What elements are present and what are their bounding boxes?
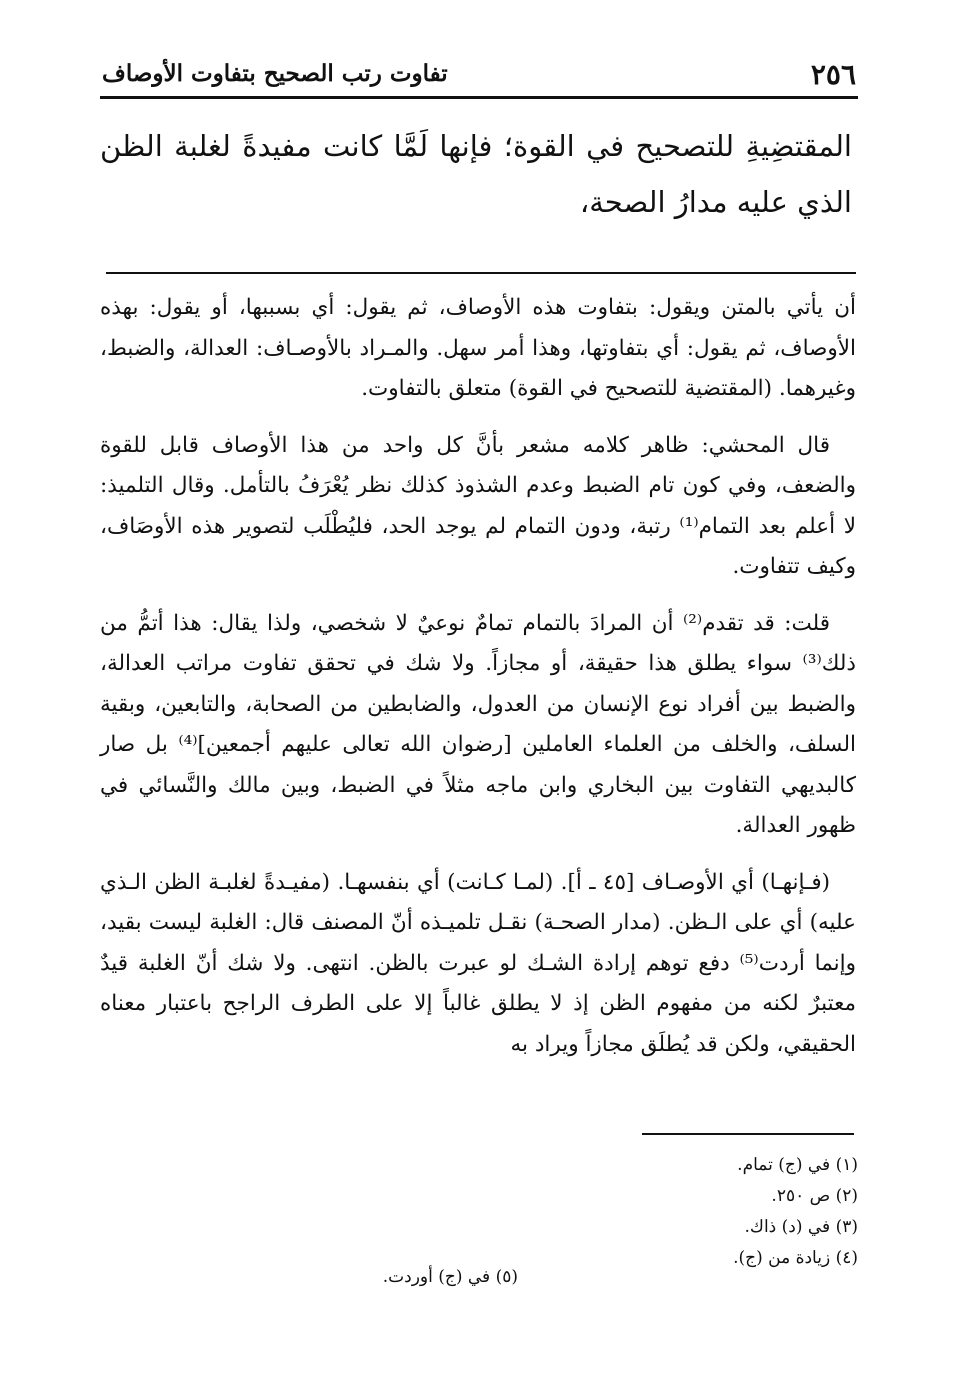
page-number: ٢٥٦ [810,58,856,91]
running-title: تفاوت رتب الصحيح بتفاوت الأوصاف [102,60,448,87]
footnote: (٥) في (ج) أوردت. [382,1267,518,1287]
footnote: (٢) ص ٢٥٠. [771,1186,858,1206]
commentary-paragraph: قلت: قد تقدم⁽²⁾ أن المرادَ بالتمام تمامٌ نوعيٌ لا شخصي، ولذا يقال: هذا أتمُّ من ذلك⁽³⁾ سواء يطلق هذا حقيقة، أو مجازاً. ولا شك في تحقق تفاوت مراتب العدالة، والضبط بين أفراد نوع الإنسان من العدول، والضابطين من الصحابة، والتابعين، وبقية السلف، والخلف من العلماء العاملين [رضوان الله تعالى عليهم أجمعين]⁽⁴⁾ بل صار كالبديهي التفاوت بين البخاري وابن ماجه مثلاً في الضبط، وبين مالك والنَّسائي في ظهور العدالة. [100,610,856,838]
commentary-paragraph: قال المحشي: ظاهر كلامه مشعر بأنَّ كل واحد من هذا الأوصاف قابل للقوة والضعف، وفي كون تام الضبط وعدم الشذوذ كذلك نظر يُعْرَفُ بالتأمل. وقال التلميذ: لا أعلم بعد التمام⁽¹⁾ رتبة، ودون التمام لم يوجد الحد، فليُطْلَب لتصوير هذه الأوصَاف، وكيف تتفاوت. [100,432,856,579]
footnotes [618,1150,858,1274]
commentary-paragraph: أن يأتي بالمتن ويقول: بتفاوت هذه الأوصاف، ثم يقول: أي بسببها، أو يقول: بهذه الأوصاف، ثم يقول: أي بتفاوتها، وهذا أمر سهل. والمـراد بالأوصـاف: العدالة، والضبط، وغيرهما. (المقتضية للتصحيح في القوة) متعلق بالتفاوت. [100,295,856,401]
commentary [100,272,856,1081]
footnote-separator [642,1133,854,1135]
footnote: (٤) زيادة من (ج). [733,1248,858,1268]
commentary-paragraph: (فـإنهـا) أي الأوصـاف [٤٥ ـ أ]. (لمـا كـانت) أي بنفسهـا. (مفيـدةً لغلبـة الظن الـذي عليه) أي على الـظن. (مدار الصحـة) نقـل تلميـذه أنّ المصنف قال: الغلبة ليست بقيد، وإنما أردت⁽⁵⁾ دفع توهم إرادة الشـك لو عبرت بالظن. انتهى. ولا شك أنّ الغلبة قيدٌ معتبرٌ لكنه من مفهوم الظن إذ لا يطلق غالباً إلا على الطرف الراجح باعتبار معناه الحقيقي، ولكن قد يُطلَق مجازاً ويراد به [100,869,856,1057]
footnote: (١) في (ج) تمام. [737,1155,858,1175]
footnote: (٣) في (د) ذاك. [744,1217,858,1237]
page-header [100,52,858,99]
matn-text: المقتضِيةِ للتصحيح في القوة؛ فإنها لَمَّا كانت مفيدةً لغلبة الظن الذي عليه مدارُ الصحة، [100,129,852,219]
matn-separator [106,272,856,274]
